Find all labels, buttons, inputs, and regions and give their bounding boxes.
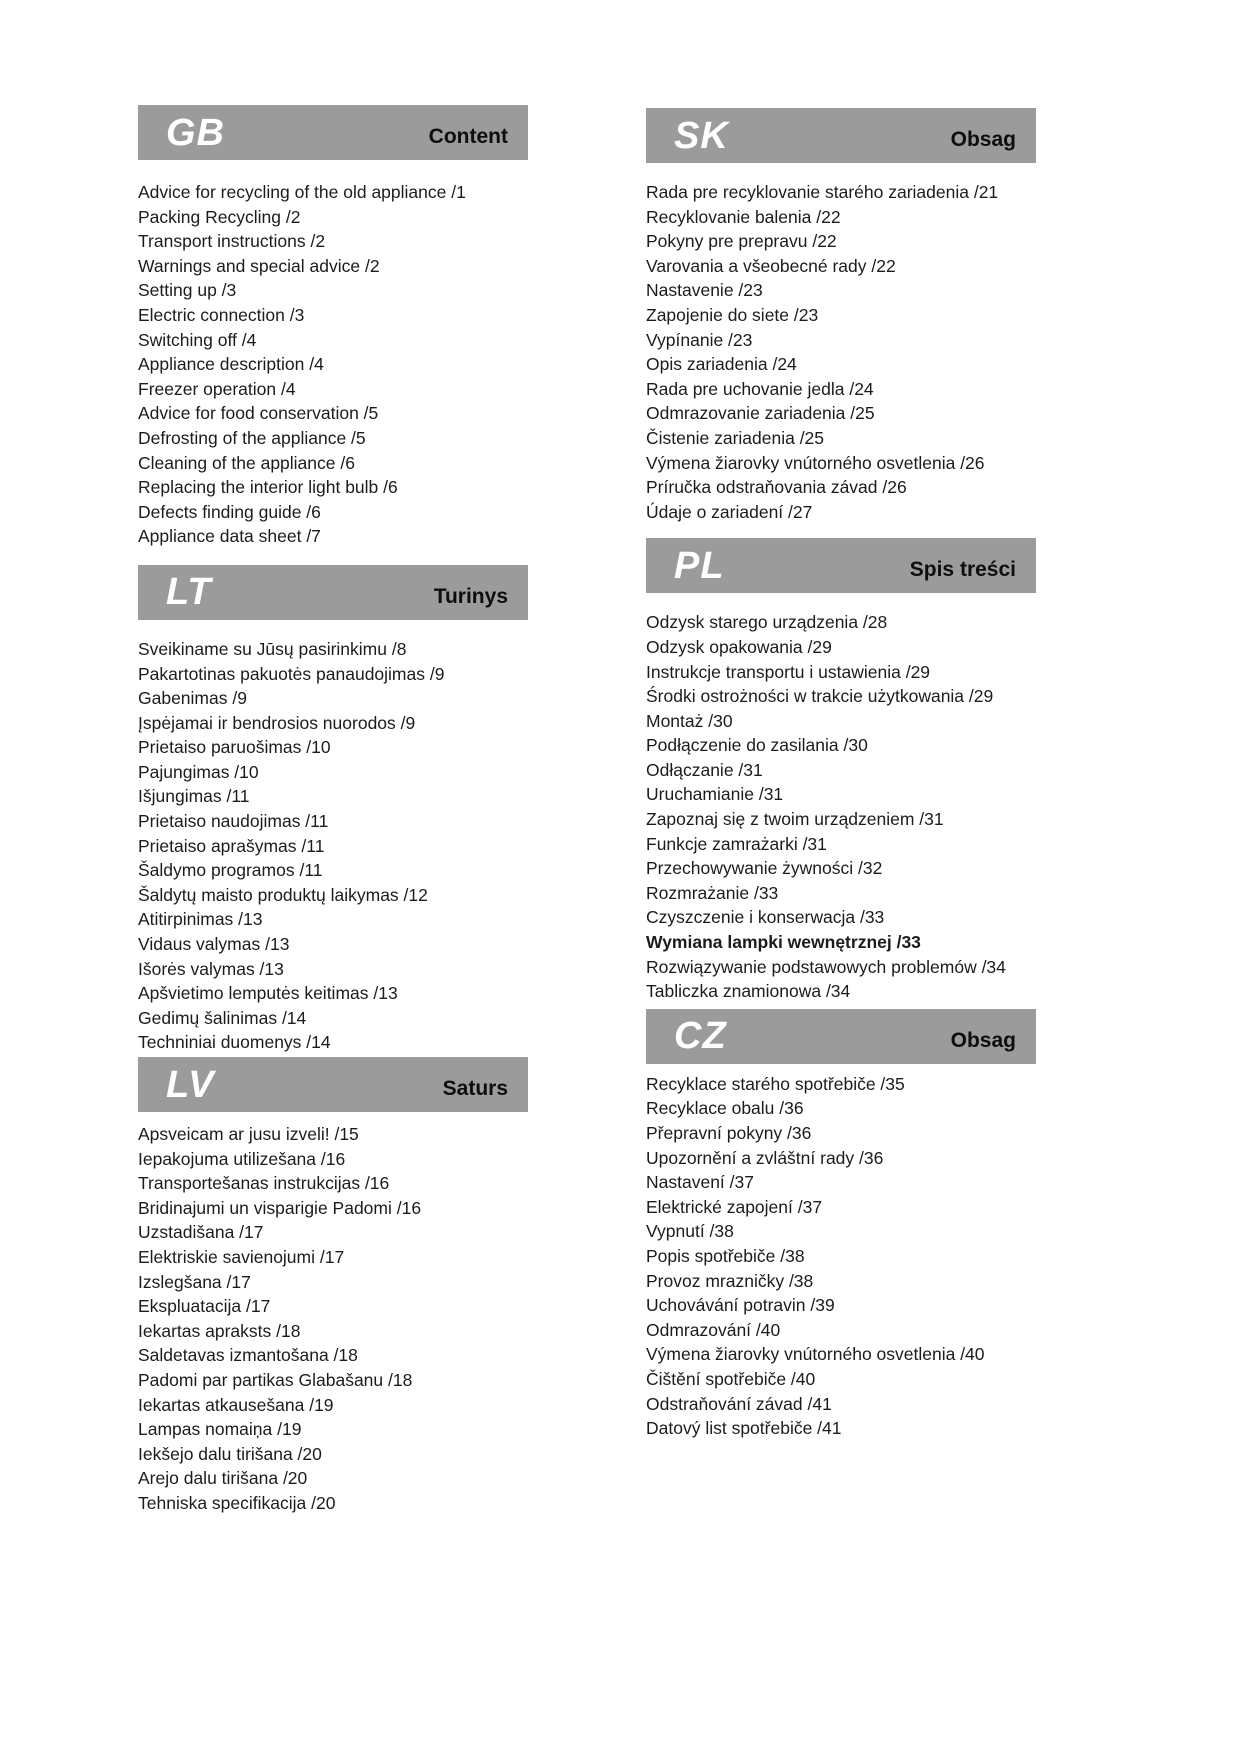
- toc-item: Defrosting of the appliance /5: [138, 427, 366, 448]
- toc-list-lv: [138, 1122, 528, 1516]
- toc-item: Freezer operation /4: [138, 378, 296, 399]
- toc-item: Rada pre uchovanie jedla /24: [646, 378, 874, 399]
- toc-item: Recyklovanie balenia /22: [646, 206, 841, 227]
- toc-item: Provoz mrazničky /38: [646, 1270, 814, 1291]
- toc-item: Tehniska specifikacija /20: [138, 1492, 336, 1513]
- toc-item: Prietaiso aprašymas /11: [138, 835, 325, 856]
- toc-item: Šaldytų maisto produktų laikymas /12: [138, 884, 428, 905]
- section-title-lt: Turinys: [433, 584, 508, 608]
- toc-item: Přepravní pokyny /36: [646, 1123, 812, 1143]
- toc-item: Nastavení /37: [646, 1172, 754, 1193]
- toc-item: Elektrické zapojení /37: [646, 1196, 823, 1217]
- toc-item: Šaldymo programos /11: [138, 860, 323, 881]
- toc-item: Izslegšana /17: [138, 1271, 251, 1292]
- toc-item: Įspėjamai ir bendrosios nuorodos /9: [138, 712, 416, 733]
- toc-item: Čistenie zariadenia /25: [646, 427, 825, 448]
- column-left: [138, 0, 528, 1516]
- toc-item: Atitirpinimas /13: [138, 909, 263, 930]
- toc-item: Iekartas atkausešana /19: [138, 1394, 334, 1415]
- toc-item: Transport instructions /2: [138, 231, 326, 252]
- toc-item: Išorės valymas /13: [138, 958, 284, 979]
- toc-item: Popis spotřebiče /38: [646, 1245, 805, 1266]
- toc-list-gb: [138, 180, 528, 549]
- toc-list-sk: [646, 180, 1036, 524]
- toc-item: Pakartotinas pakuotės panaudojimas /9: [138, 663, 445, 684]
- toc-item: Rada pre recyklovanie starého zariadenia /21: [646, 182, 999, 202]
- toc-item: Pajungimas /10: [138, 761, 259, 782]
- language-code-cz: CZ: [674, 1015, 727, 1058]
- section-header-lv: [138, 1057, 528, 1112]
- section-title-cz: Obsag: [950, 1028, 1016, 1052]
- toc-item: Prietaiso naudojimas /11: [138, 811, 329, 832]
- toc-item: Ekspluatacija /17: [138, 1296, 271, 1317]
- section-header-cz: [646, 1009, 1036, 1064]
- toc-item: Apšvietimo lemputės keitimas /13: [138, 983, 398, 1004]
- toc-item: Varovania a všeobecné rady /22: [646, 255, 896, 276]
- toc-item: Saldetavas izmantošana /18: [138, 1345, 358, 1366]
- toc-item: Iepakojuma utilizešana /16: [138, 1148, 346, 1169]
- toc-item: Vypínanie /23: [646, 329, 753, 350]
- section-header-sk: [646, 108, 1036, 163]
- section-title-pl: Spis treści: [909, 558, 1016, 582]
- toc-item: Arejo dalu tirišana /20: [138, 1468, 308, 1489]
- toc-item: Uruchamianie /31: [646, 784, 784, 805]
- toc-item: Údaje o zariadení /27: [646, 501, 813, 522]
- toc-item: Transportešanas instrukcijas /16: [138, 1173, 390, 1194]
- toc-item: Išjungimas /11: [138, 786, 250, 807]
- language-code-gb: GB: [166, 111, 225, 154]
- toc-item: Advice for food conservation /5: [138, 403, 379, 424]
- toc-item: Appliance data sheet /7: [138, 526, 321, 547]
- toc-item: Switching off /4: [138, 329, 257, 350]
- toc-item: Rozwiązywanie podstawowych problemów /34: [646, 956, 1006, 977]
- toc-item: Wymiana lampki wewnętrznej /33: [646, 932, 921, 953]
- toc-item: Tabliczka znamionowa /34: [646, 981, 851, 1002]
- toc-item: Środki ostrożności w trakcie użytkowania /29: [646, 686, 994, 707]
- toc-item: Príručka odstraňovania závad /26: [646, 477, 907, 498]
- toc-list-cz: [646, 1072, 1036, 1441]
- toc-list-lt: [138, 637, 528, 1055]
- toc-item: Výmena žiarovky vnútorného osvetlenia /40: [646, 1344, 985, 1365]
- toc-item: Rozmrażanie /33: [646, 882, 779, 903]
- toc-item: Przechowywanie żywności /32: [646, 858, 883, 879]
- toc-item: Pokyny pre prepravu /22: [646, 231, 837, 252]
- toc-item: Setting up /3: [138, 280, 237, 301]
- toc-item: Lampas nomaiņa /19: [138, 1419, 302, 1440]
- toc-item: Sveikiname su Jūsų pasirinkimu /8: [138, 638, 407, 659]
- toc-item: Uzstadišana /17: [138, 1222, 264, 1243]
- toc-item: Techniniai duomenys /14: [138, 1032, 331, 1053]
- toc-item: Montaż /30: [646, 710, 733, 731]
- toc-item: Nastavenie /23: [646, 280, 763, 301]
- section-header-lt: [138, 565, 528, 620]
- toc-item: Odzysk opakowania /29: [646, 636, 832, 657]
- toc-item: Gedimų šalinimas /14: [138, 1007, 307, 1028]
- toc-item: Electric connection /3: [138, 304, 305, 325]
- toc-item: Recyklace obalu /36: [646, 1098, 804, 1119]
- toc-item: Apsveicam ar jusu izveli! /15: [138, 1124, 359, 1144]
- toc-item: Funkcje zamrażarki /31: [646, 833, 827, 854]
- language-code-sk: SK: [674, 114, 729, 157]
- section-header-pl: [646, 538, 1036, 593]
- toc-item: Odzysk starego urządzenia /28: [646, 612, 888, 633]
- toc-item: Zapojenie do siete /23: [646, 304, 819, 325]
- toc-item: Vypnutí /38: [646, 1221, 734, 1242]
- toc-item: Podłączenie do zasilania /30: [646, 735, 868, 756]
- language-code-lv: LV: [166, 1063, 215, 1106]
- toc-item: Padomi par partikas Glabašanu /18: [138, 1369, 413, 1390]
- toc-item: Warnings and special advice /2: [138, 255, 380, 276]
- toc-item: Instrukcje transportu i ustawienia /29: [646, 661, 931, 682]
- toc-item: Prietaiso paruošimas /10: [138, 737, 331, 758]
- toc-item: Cleaning of the appliance /6: [138, 452, 355, 473]
- toc-item: Výmena žiarovky vnútorného osvetlenia /26: [646, 452, 985, 473]
- toc-item: Upozornění a zvláštní rady /36: [646, 1147, 884, 1168]
- section-title-sk: Obsag: [950, 128, 1016, 151]
- toc-item: Packing Recycling /2: [138, 206, 301, 227]
- toc-item: Odmrazovanie zariadenia /25: [646, 403, 875, 424]
- toc-list-pl: [646, 610, 1036, 1004]
- toc-item: Gabenimas /9: [138, 688, 247, 709]
- column-right: [646, 0, 1036, 1441]
- toc-item: Odmrazování /40: [646, 1319, 781, 1340]
- toc-item: Čištění spotřebiče /40: [646, 1368, 816, 1389]
- toc-item: Odstraňování závad /41: [646, 1393, 832, 1414]
- toc-item: Odłączanie /31: [646, 759, 763, 780]
- toc-item: Uchovávání potravin /39: [646, 1295, 835, 1316]
- toc-item: Bridinajumi un visparigie Padomi /16: [138, 1197, 422, 1218]
- toc-item: Datový list spotřebiče /41: [646, 1418, 842, 1439]
- language-code-pl: PL: [674, 544, 725, 587]
- toc-item: Appliance description /4: [138, 354, 324, 375]
- toc-item: Advice for recycling of the old appliance /1: [138, 182, 466, 202]
- toc-item: Iekšejo dalu tirišana /20: [138, 1443, 322, 1464]
- toc-item: Zapoznaj się z twoim urządzeniem /31: [646, 809, 944, 830]
- toc-item: Vidaus valymas /13: [138, 934, 290, 955]
- toc-item: Iekartas apraksts /18: [138, 1320, 301, 1341]
- toc-item: Defects finding guide /6: [138, 501, 321, 522]
- toc-item: Recyklace starého spotřebiče /35: [646, 1073, 905, 1094]
- toc-item: Opis zariadenia /24: [646, 354, 797, 375]
- toc-item: Elektriskie savienojumi /17: [138, 1246, 345, 1267]
- language-code-lt: LT: [166, 571, 212, 614]
- toc-item: Replacing the interior light bulb /6: [138, 477, 398, 498]
- section-title-lv: Saturs: [442, 1077, 508, 1100]
- section-header-gb: [138, 105, 528, 160]
- section-title-gb: Content: [428, 125, 508, 148]
- toc-item: Czyszczenie i konserwacja /33: [646, 907, 885, 928]
